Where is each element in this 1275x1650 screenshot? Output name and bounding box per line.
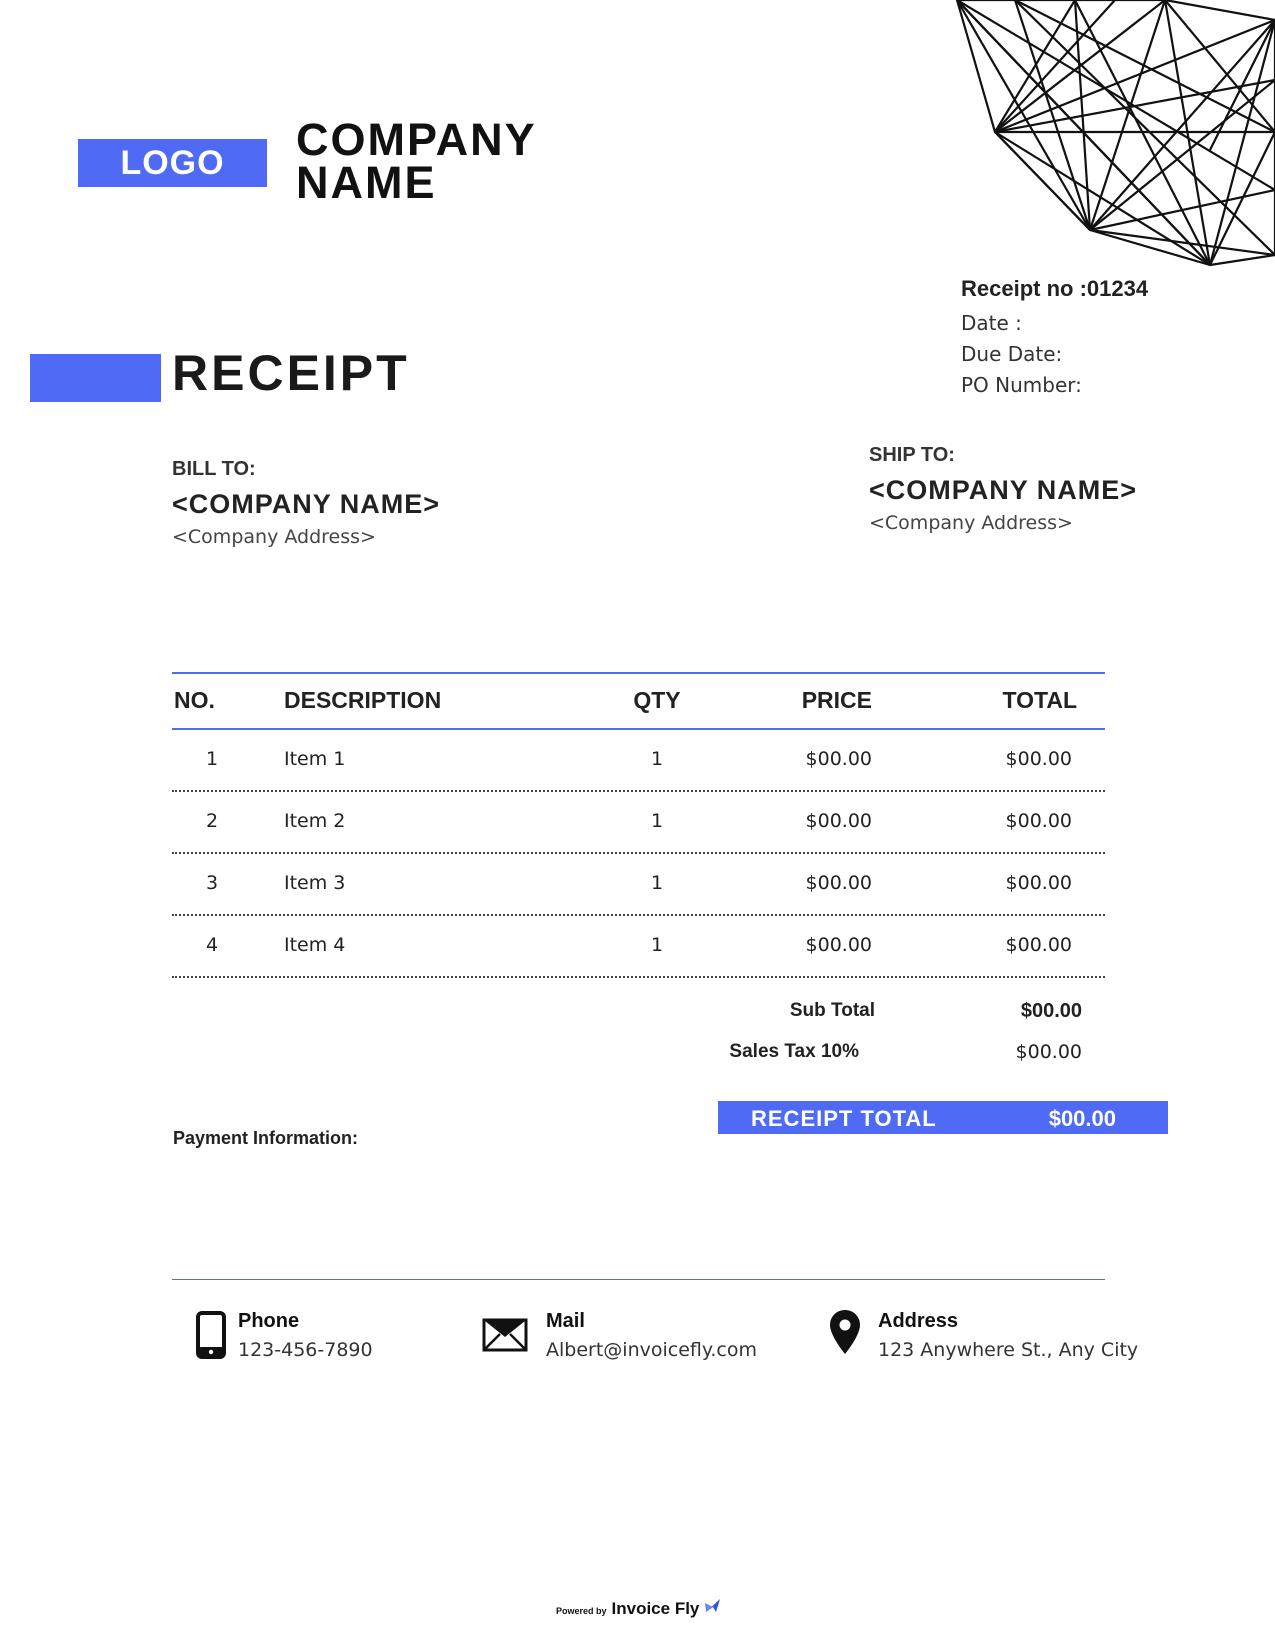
- row-description: Item 3: [284, 872, 346, 894]
- date-label: Date :: [961, 311, 1022, 335]
- powered-by: [556, 1598, 722, 1619]
- row-qty: 1: [650, 810, 664, 832]
- row-price: $00.00: [805, 872, 872, 894]
- subtotal-value: $00.00: [1020, 1000, 1082, 1022]
- row-qty: 1: [650, 872, 664, 894]
- row-qty: 1: [650, 748, 664, 770]
- receipt-meta: [961, 276, 1148, 401]
- company-name: COMPANY NAME: [296, 114, 536, 208]
- table-row: [172, 854, 1105, 916]
- receipt-total-bar: [718, 1101, 1168, 1134]
- row-total: $00.00: [1005, 872, 1072, 894]
- table-row: [172, 730, 1105, 792]
- ship-to-address: <Company Address>: [869, 512, 1073, 534]
- row-price: $00.00: [805, 810, 872, 832]
- receipt-total-value: $00.00: [1048, 1106, 1116, 1131]
- table-header: [172, 672, 1105, 730]
- row-description: Item 2: [284, 810, 346, 832]
- row-no: 3: [205, 872, 219, 894]
- items-table: [172, 672, 1105, 978]
- powered-by-prefix: Powered by: [556, 1606, 607, 1616]
- row-total: $00.00: [1005, 810, 1072, 832]
- row-qty: 1: [650, 934, 664, 956]
- payment-information-label: Payment Information:: [173, 1128, 359, 1148]
- row-total: $00.00: [1005, 748, 1072, 770]
- bill-to-section: [172, 458, 440, 548]
- logo: LOGO: [78, 139, 267, 187]
- row-description: Item 4: [284, 934, 346, 956]
- address-value: 123 Anywhere St., Any City: [878, 1339, 1139, 1361]
- header-price: PRICE: [801, 687, 872, 713]
- phone-contact: [238, 1310, 373, 1361]
- table-row: [172, 792, 1105, 854]
- subtotal-label: Sub Total: [789, 1000, 875, 1021]
- po-number-label: PO Number:: [961, 373, 1082, 397]
- mail-contact: [546, 1310, 757, 1361]
- row-no: 1: [205, 748, 219, 770]
- bill-to-label: BILL TO:: [172, 458, 256, 480]
- mail-value: Albert@invoicefly.com: [546, 1339, 758, 1361]
- row-description: Item 1: [284, 748, 346, 770]
- sales-tax-label: Sales Tax 10%: [729, 1041, 859, 1062]
- header-qty: QTY: [633, 687, 681, 713]
- bill-to-address: <Company Address>: [172, 526, 376, 548]
- phone-title: Phone: [238, 1310, 300, 1332]
- mail-title: Mail: [546, 1310, 585, 1332]
- ship-to-section: [869, 444, 1137, 534]
- envelope-icon: [482, 1318, 528, 1356]
- powered-by-brand: Invoice Fly: [611, 1599, 700, 1618]
- geometric-mesh-icon: [945, 0, 1275, 270]
- address-title: Address: [878, 1310, 959, 1332]
- map-pin-icon: [829, 1309, 861, 1359]
- ship-to-label: SHIP TO:: [869, 444, 955, 466]
- row-total: $00.00: [1005, 934, 1072, 956]
- row-no: 2: [205, 810, 219, 832]
- due-date-label: Due Date:: [961, 342, 1063, 366]
- footer-divider: [172, 1279, 1105, 1280]
- bill-to-company-name: <COMPANY NAME>: [172, 489, 441, 519]
- title-accent-bar: [30, 354, 161, 402]
- document-title: RECEIPT: [172, 345, 410, 401]
- row-price: $00.00: [805, 748, 872, 770]
- phone-icon: [196, 1311, 226, 1363]
- row-no: 4: [205, 934, 219, 956]
- header-no: NO.: [174, 687, 215, 713]
- row-price: $00.00: [805, 934, 872, 956]
- phone-value: 123-456-7890: [238, 1339, 373, 1361]
- ship-to-company-name: <COMPANY NAME>: [869, 475, 1138, 505]
- table-row: [172, 916, 1105, 978]
- address-contact: [878, 1310, 1138, 1361]
- invoice-fly-logo-icon: [704, 1598, 722, 1614]
- sales-tax-value: $00.00: [1015, 1041, 1082, 1063]
- header-description: DESCRIPTION: [284, 687, 442, 713]
- receipt-total-label: RECEIPT TOTAL: [751, 1106, 937, 1131]
- receipt-number: Receipt no :01234: [961, 276, 1149, 301]
- header-total: TOTAL: [1002, 687, 1077, 713]
